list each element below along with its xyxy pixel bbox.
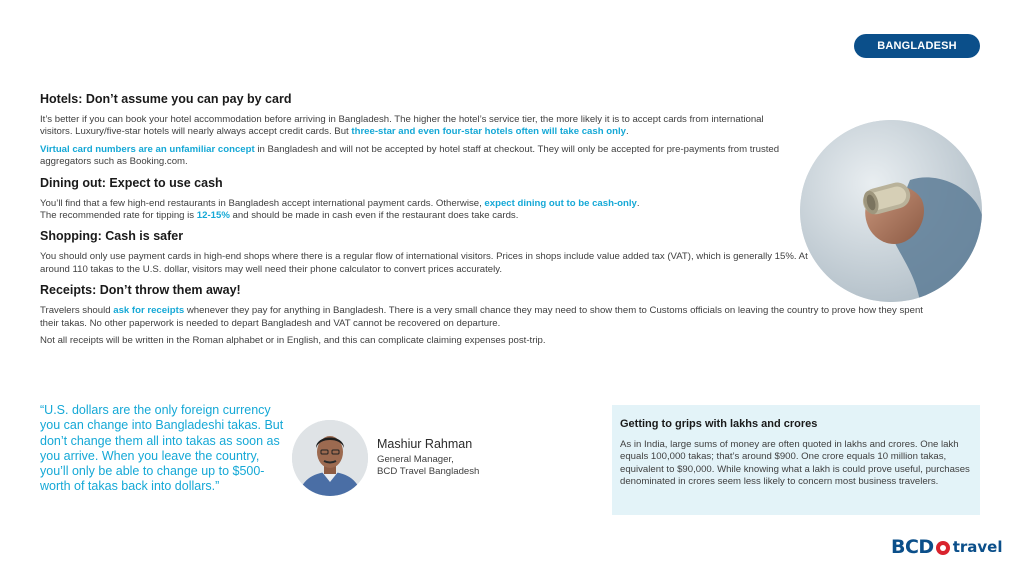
highlight-text: three-star and even four-star hotels often will take cash only	[351, 126, 626, 138]
quote-author	[377, 437, 479, 478]
country-badge: BANGLADESH	[854, 34, 980, 58]
paragraph-dining-2	[40, 210, 780, 222]
highlight-text: 12-15%	[196, 210, 230, 222]
text-end: and should be made in cash even if the restaurant does take cards.	[229, 210, 519, 222]
text: You’ll find that a few high-end restaurants in Bangladesh accept international payment cards. Otherwise,	[40, 197, 485, 209]
section-hotels	[40, 92, 940, 169]
paragraph-receipts-1	[40, 305, 940, 330]
bcd-travel-logo	[891, 536, 1003, 558]
text: Travelers should	[40, 305, 114, 317]
section-title-receipts: Receipts: Don’t throw them away!	[40, 283, 241, 298]
cash-hand-illustration	[800, 120, 982, 302]
section-title-shopping: Shopping: Cash is safer	[40, 229, 184, 244]
hand-holding-cash-photo	[800, 120, 982, 302]
section-receipts	[40, 283, 940, 347]
logo-travel: travel	[952, 538, 1003, 556]
highlight-text: expect dining out to be cash-only	[484, 197, 637, 209]
person-portrait	[292, 420, 368, 496]
author-name: Mashiur Rahman	[377, 437, 473, 451]
section-title-hotels: Hotels: Don’t assume you can pay by card	[40, 92, 292, 106]
pull-quote: “U.S. dollars are the only foreign currency you can change into Bangladeshi takas. But don’t change them all into takas as soon as you arrive. When you leave the country, you’ll only be able to change up to $500-worth of takas back into dollars.”	[40, 403, 284, 494]
highlight-text: ask for receipts	[113, 305, 185, 317]
paragraph-shopping-1: You should only use payment cards in high-end shops where there is a regular flow of international visitors. Prices in shops include value added tax (VAT), which is generally 15%. At around 110 takas to the U.S. dollar, visitors may well need their phone calculator to convert prices accurately.	[40, 251, 808, 275]
logo-bcd: BCD	[891, 536, 934, 558]
info-box-title: Getting to grips with lakhs and crores	[620, 418, 818, 430]
highlight-text: Virtual card numbers are an unfamiliar concept	[40, 143, 255, 155]
text: in Bangladesh and will not be accepted by hotel staff at checkout. They will only be accepted for pre-payments from trusted aggregators such as Booking.com.	[40, 143, 780, 168]
author-title: General Manager,	[377, 454, 454, 465]
info-box-text: As in India, large sums of money are often quoted in lakhs and crores. One lakh equals 100,000 takas; that’s around $900. One crore equals 10 million takas, equivalent to $90,000. While knowing what a lakh is could prove useful, purchases denominated in crores seem less likely to concern most business travelers.	[620, 439, 970, 488]
logo-dot-icon	[936, 541, 950, 555]
author-avatar	[292, 420, 368, 496]
section-title-dining: Dining out: Expect to use cash	[40, 175, 223, 190]
paragraph-receipts-2: Not all receipts will be written in the Roman alphabet or in English, and this can complicate claiming expenses post-trip.	[40, 335, 546, 347]
text: It’s better if you can book your hotel accommodation before arriving in Bangladesh. The higher the hotel’s service tier, the more likely it is to accept cards from international visitors. Luxury/five-star hotels will nearly always accept credit cards. But	[40, 114, 764, 138]
text-end: .	[625, 126, 629, 138]
text-end: whenever they pay for anything in Bangladesh. There is a very small chance they may need to show them to Customs officials on leaving the country to prove how they spent their takas. No other paperwork is needed to depart Bangladesh and VAT cannot be recovered on departure.	[40, 305, 923, 329]
text: The recommended rate for tipping is	[40, 210, 197, 222]
info-box-lakhs-crores	[612, 405, 980, 515]
text-end: .	[636, 197, 640, 209]
author-company: BCD Travel Bangladesh	[377, 466, 480, 477]
paragraph-dining-1	[40, 198, 780, 210]
paragraph-hotels-2	[40, 144, 780, 169]
paragraph-hotels-1	[40, 114, 780, 139]
